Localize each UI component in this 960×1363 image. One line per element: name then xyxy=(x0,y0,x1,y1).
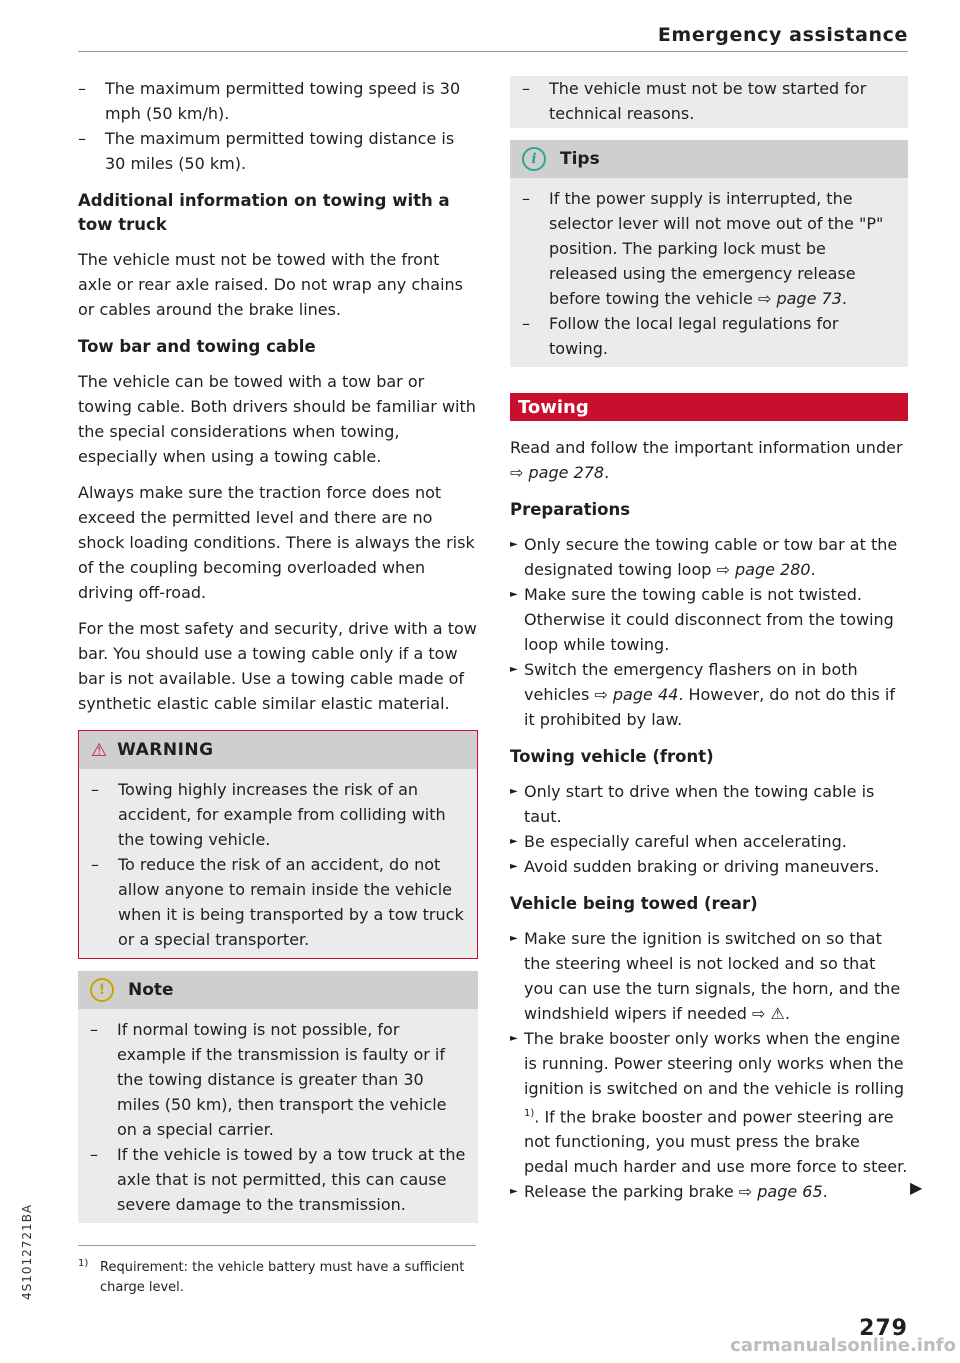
tips-body xyxy=(510,178,908,367)
tips-box xyxy=(510,140,908,367)
list-item: ► Only secure the towing cable or tow bar at the designated towing loop ⇨ page 280. xyxy=(510,532,908,582)
list-item: – To reduce the risk of an accident, do not allow anyone to remain inside the vehicle when it is being transported by a tow truck or a special transporter. xyxy=(91,852,465,952)
list-item: ► The brake booster only works when the engine is running. Power steering only works when the ignition is switched on and the vehicle is rolling $^{1)}$. If the brake booster and power steering are not functioning, you must press the brake pedal much harder and use more force to steer. xyxy=(510,1026,908,1179)
list-item: – If the vehicle is towed by a tow truck at the axle that is not permitted, this can cause severe damage to the transmission. xyxy=(90,1142,466,1217)
right-column xyxy=(510,76,908,1204)
info-circle-icon: i xyxy=(522,147,546,171)
top-info-body xyxy=(510,76,908,128)
section-heading-tow-bar: Tow bar and towing cable xyxy=(78,337,316,356)
list-item: – Follow the local legal regulations for towing. xyxy=(522,311,896,361)
note-body xyxy=(78,1009,478,1223)
section-heading-towing-vehicle-front: Towing vehicle (front) xyxy=(510,747,714,766)
list-item: – The maximum permitted towing speed is 30 mph (50 km/h). xyxy=(78,76,478,126)
exclamation-circle-icon: ! xyxy=(90,978,114,1002)
document-code: 4S1012721BA xyxy=(20,1203,34,1300)
footnote-divider xyxy=(78,1245,476,1246)
section-heading-tow-truck: Additional information on towing with a tow truck xyxy=(78,191,450,234)
continue-arrow-icon: ▶ xyxy=(910,1178,923,1197)
tips-header xyxy=(510,140,908,178)
paragraph: For the most safety and security, drive with a tow bar. You should use a towing cable only if a tow bar is not available. Use a towing cable made of synthetic elastic cable similar elastic material. xyxy=(78,619,477,713)
paragraph: The vehicle can be towed with a tow bar or towing cable. Both drivers should be familiar with the special considerations when towing, especially when using a towing cable. xyxy=(78,372,476,466)
section-heading-vehicle-towed-rear: Vehicle being towed (rear) xyxy=(510,894,758,913)
paragraph: The vehicle must not be towed with the front axle or rear axle raised. Do not wrap any chains or cables around the brake lines. xyxy=(78,250,463,319)
footnote-text: Requirement: the vehicle battery must have a sufficient charge level. xyxy=(100,1260,465,1295)
left-column xyxy=(78,76,478,1223)
paragraph: Read and follow the important information under ⇨ page 278. xyxy=(510,438,903,482)
header-divider xyxy=(78,51,908,52)
note-header xyxy=(78,971,478,1009)
list-item: – The vehicle must not be tow started for technical reasons. xyxy=(522,76,896,126)
watermark: carmanualsonline.info xyxy=(730,1335,956,1356)
warning-triangle-icon: ⚠ xyxy=(91,739,108,761)
page-reference-link[interactable]: ⇨ page 278 xyxy=(510,463,605,482)
footnote-mark: 1) xyxy=(78,1258,89,1269)
towing-section-banner: Towing xyxy=(510,393,908,421)
footnote xyxy=(78,1258,476,1298)
list-item: ► Make sure the towing cable is not twisted. Otherwise it could disconnect from the towing loop while towing. xyxy=(510,582,908,657)
page-number: 279 xyxy=(859,1316,908,1341)
page-header-title: Emergency assistance xyxy=(657,24,908,46)
footnote-reference: 1) xyxy=(524,1108,535,1119)
warning-header xyxy=(79,731,477,769)
note-label: Note xyxy=(128,979,174,1000)
list-item: – Towing highly increases the risk of an accident, for example from colliding with the towing vehicle. xyxy=(91,777,465,852)
list-item: ► Be especially careful when accelerating. xyxy=(510,829,908,854)
note-box xyxy=(78,971,478,1223)
page-reference-link[interactable]: ⇨ page 73 xyxy=(757,289,842,308)
top-info-box xyxy=(510,76,908,128)
warning-box xyxy=(78,730,478,959)
tips-label: Tips xyxy=(560,148,600,169)
warning-label: WARNING xyxy=(117,739,214,760)
page-reference-link[interactable]: ⇨ page 44 xyxy=(594,685,679,704)
page-reference-link[interactable]: ⇨ page 65 xyxy=(738,1182,823,1202)
paragraph: Always make sure the traction force does not exceed the permitted level and there are no shock loading conditions. There is always the risk of the coupling becoming overloaded when driving off-road. xyxy=(78,483,475,602)
list-item: ► Make sure the ignition is switched on so that the steering wheel is not locked and so that you can use the turn signals, the horn, and the windshield wipers if needed ⇨ ⚠. xyxy=(510,926,908,1026)
list-item: ► Only start to drive when the towing cable is taut. xyxy=(510,779,908,829)
list-item: ► Switch the emergency flashers on in both vehicles ⇨ page 44. However, do not do this if it prohibited by law. xyxy=(510,657,908,732)
warning-body xyxy=(79,769,477,958)
list-item: ► Release the parking brake ⇨ page 65. xyxy=(510,1179,908,1204)
page-reference-link[interactable]: ⇨ page 280 xyxy=(716,560,811,579)
list-item: ► Avoid sudden braking or driving maneuvers. xyxy=(510,854,908,879)
list-item: – If the power supply is interrupted, the selector lever will not move out of the "P" position. The parking lock must be released using the emergency release before towing the vehicle ⇨ page 73. xyxy=(522,186,896,311)
section-heading-preparations: Preparations xyxy=(510,500,631,519)
list-item: – The maximum permitted towing distance is 30 miles (50 km). xyxy=(78,126,478,176)
list-item: – If normal towing is not possible, for example if the transmission is faulty or if the towing distance is greater than 30 miles (50 km), then transport the vehicle on a special carrier. xyxy=(90,1017,466,1142)
